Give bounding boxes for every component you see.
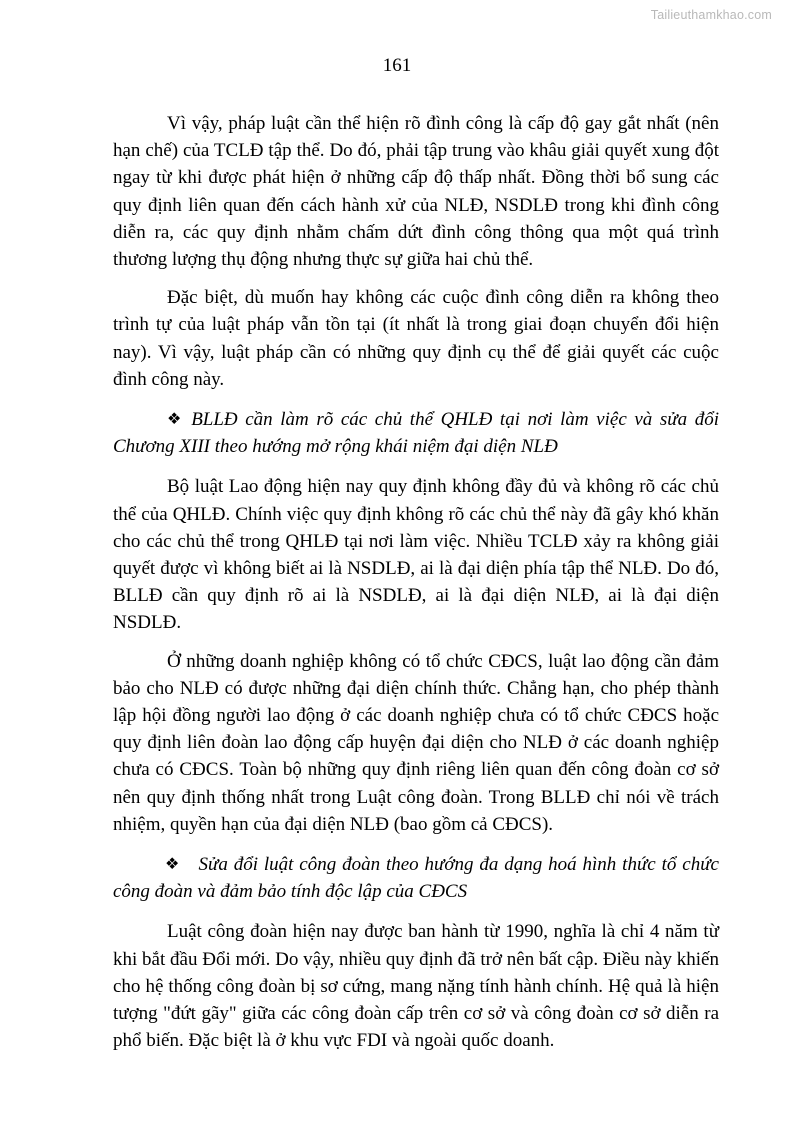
page-body-text <box>113 110 719 1055</box>
subheading-label: BLLĐ cần làm rõ các chủ thể QHLĐ tại nơi làm việc và sửa đổi Chương XIII theo hướng mở rộng khái niệm đại diện NLĐ <box>113 409 719 458</box>
paragraph-spacer <box>113 838 719 851</box>
page-number: 161 <box>382 55 412 76</box>
paragraph: Luật công đoàn hiện nay được ban hành từ 1990, nghĩa là chỉ 4 năm từ khi bắt đầu Đổi mới. Do vậy, nhiều quy định đã trở nên bất cập. Điều này khiến cho hệ thống công đoàn bị sơ cứng, mang nặng tính hành chính. Hệ quả là hiện tượng "đứt gãy" giữa các công đoàn cấp trên cơ sở và công đoàn cơ sở diễn ra phổ biến. Đặc biệt là ở khu vực FDI và ngoài quốc doanh. <box>113 921 719 1052</box>
paragraph-spacer <box>113 393 719 406</box>
subheading <box>113 406 719 460</box>
subheading-label: Sửa đổi luật công đoàn theo hướng đa dạng hoá hình thức tổ chức công đoàn và đảm bảo tính độc lập của CĐCS <box>113 854 719 903</box>
paragraph-spacer <box>113 460 719 473</box>
paragraph: Bộ luật Lao động hiện nay quy định không đầy đủ và không rõ các chủ thể của QHLĐ. Chính việc quy định không rõ các chủ thể này đã gây khó khăn cho các chủ thể trong QHLĐ tại nơi làm việc. Nhiều TCLĐ xảy ra không giải quyết được vì không biết ai là NSDLĐ, ai là đại diện phía tập thể NLĐ. Do đó, BLLĐ cần quy định rõ ai là NSDLĐ, ai là đại diện NLĐ, ai là đại diện NSDLĐ. <box>113 476 719 634</box>
diamond-bullet-icon: ❖ <box>167 409 185 429</box>
paragraph-spacer <box>113 637 719 648</box>
paragraph: Vì vậy, pháp luật cần thể hiện rõ đình công là cấp độ gay gắt nhất (nên hạn chế) của TCLĐ tập thể. Do đó, phải tập trung vào khâu giải quyết xung đột ngay từ khi được phát hiện ở những cấp độ thấp nhất. Đồng thời bổ sung các quy định liên quan đến cách hành xử của NLĐ, NSDLĐ trong khi đình công diễn ra, các quy định nhằm chấm dứt đình công thông qua một quá trình thương lượng thụ động nhưng thực sự giữa hai chủ thể. <box>113 113 719 271</box>
diamond-bullet-icon: ❖ <box>165 854 181 874</box>
site-watermark: Tailieuthamkhao.com <box>650 8 772 22</box>
paragraph-spacer <box>113 273 719 284</box>
paragraph: Ở những doanh nghiệp không có tổ chức CĐCS, luật lao động cần đảm bảo cho NLĐ có được những đại diện chính thức. Chẳng hạn, cho phép thành lập hội đồng người lao động ở các doanh nghiệp chưa có tổ chức CĐCS hoặc quy định liên đoàn lao động cấp huyện đại diện cho NLĐ ở các doanh nghiệp chưa có CĐCS. Toàn bộ những quy định riêng liên quan đến công đoàn cơ sở nên quy định thống nhất trong Luật công đoàn. Trong BLLĐ chỉ nói về trách nhiệm, quyền hạn của đại diện NLĐ (bao gồm cả CĐCS). <box>113 650 719 835</box>
paragraph: Đặc biệt, dù muốn hay không các cuộc đình công diễn ra không theo trình tự của luật pháp vẫn tồn tại (ít nhất là trong giai đoạn chuyển đổi hiện nay). Vì vậy, luật pháp cần có những quy định cụ thể để giải quyết các cuộc đình công này. <box>113 287 719 390</box>
subheading <box>113 851 719 905</box>
paragraph-spacer <box>113 905 719 918</box>
